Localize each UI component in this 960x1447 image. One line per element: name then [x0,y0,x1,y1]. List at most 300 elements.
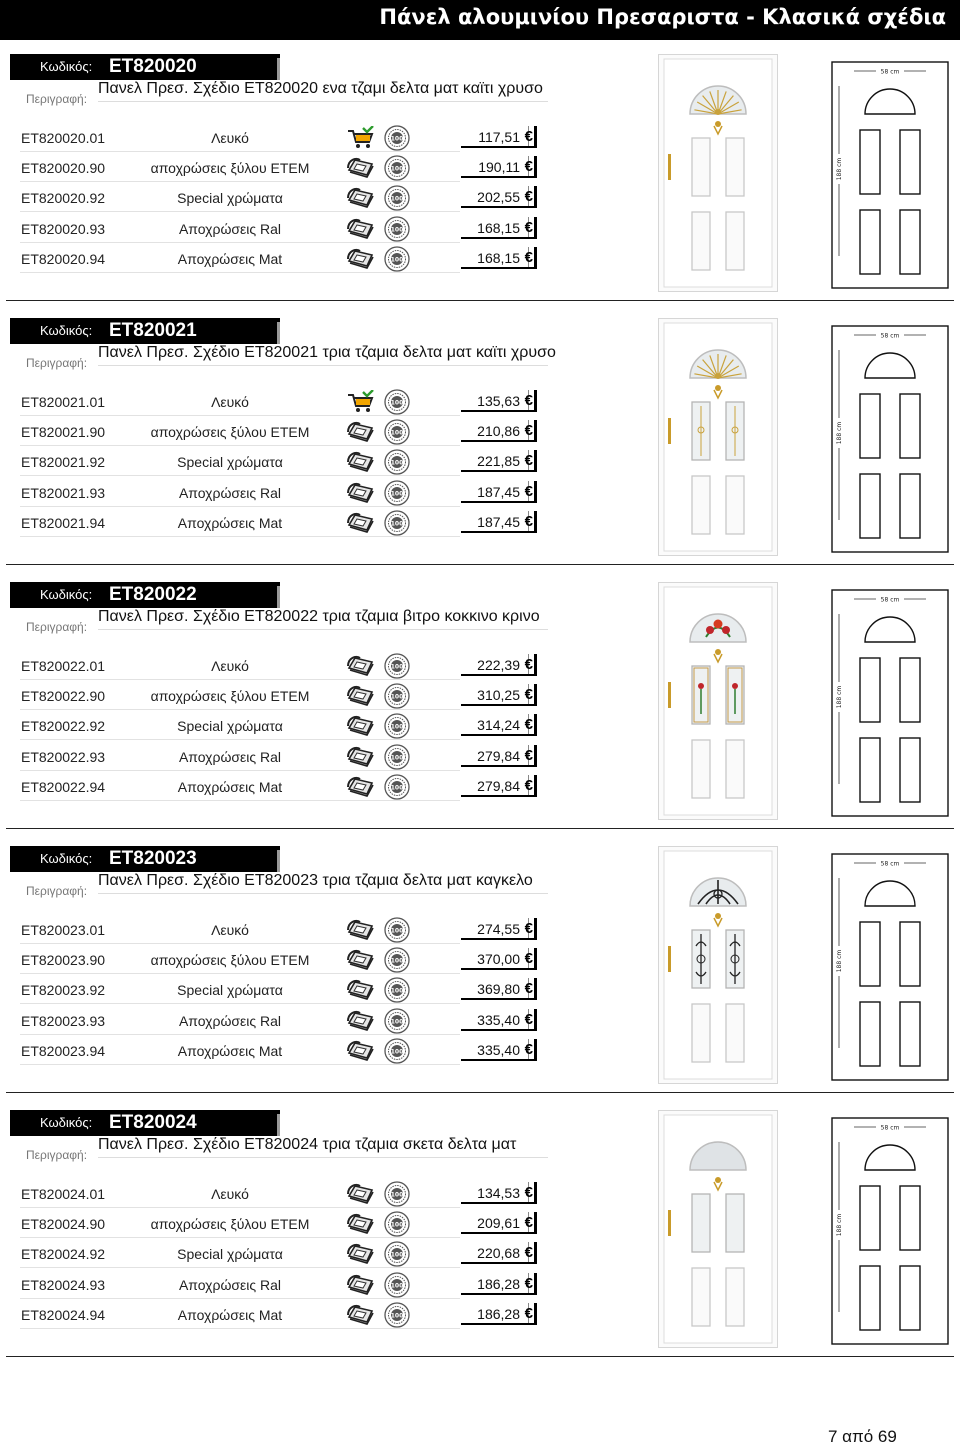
variant-row [0,388,560,418]
price-box [461,450,537,472]
euro-symbol: € [524,656,533,673]
code-label: Κωδικός: [40,851,93,866]
row-divider [20,151,460,152]
quality-seal-icon [384,977,410,1003]
row-divider [20,1003,460,1004]
product-code-bar [10,54,280,80]
description-underline [98,893,548,894]
variant-code: ET820024.01 [21,1186,106,1202]
variant-finish: Λευκό [211,658,249,674]
product-description: Πανελ Πρεσ. Σχέδιο ΕΤ820021 τρια τζαμια δελτα ματ καϊτι χρυσο [98,344,556,361]
door-photo [658,582,778,820]
door-dimension-drawing [824,1112,950,1348]
quality-seal-icon [384,1272,410,1298]
variant-price: 209,61 [477,1215,520,1232]
variant-code: ET820022.93 [21,748,106,765]
variant-code: ET820023.93 [21,1012,106,1029]
description-label: Περιγραφή: [26,356,88,370]
euro-symbol: € [524,218,533,236]
phone-icon[interactable] [346,918,376,942]
svg-text:58 cm: 58 cm [880,860,900,868]
price-box [461,978,537,1000]
phone-icon[interactable] [346,247,376,271]
price-box [461,1039,537,1061]
variant-price: 117,51 [478,129,520,145]
phone-icon[interactable] [346,745,376,769]
description-label: Περιγραφή: [26,620,88,634]
phone-icon[interactable] [346,1182,376,1206]
quality-seal-icon [384,389,410,415]
quality-seal-icon [384,216,410,242]
svg-text:100: 100 [390,195,404,203]
quality-seal-icon [384,1211,410,1237]
product-code: ET820024 [109,1112,197,1133]
svg-text:188 cm: 188 cm [836,685,843,709]
variant-code: ET820024.92 [21,1246,106,1263]
row-divider [20,943,460,944]
product-description: Πανελ Πρεσ. Σχέδιο ΕΤ820024 τρια τζαμια σκετα δελτα ματ [98,1136,517,1153]
phone-icon[interactable] [346,948,376,972]
door-photo [658,1110,778,1348]
variant-code: ET820024.90 [21,1216,106,1233]
code-label: Κωδικός: [40,323,93,338]
description-label: Περιγραφή: [26,884,88,898]
variant-price: 222,39 [477,657,520,673]
price-box [461,481,537,503]
quality-seal-icon [384,155,410,181]
variant-code: ET820020.92 [21,190,106,207]
variant-price: 168,15 [477,249,520,266]
svg-text:100: 100 [390,754,404,762]
product-section [0,52,960,297]
svg-text:188 cm: 188 cm [836,949,843,973]
variant-price: 187,45 [477,513,520,530]
variant-row [0,712,560,742]
variant-price: 370,00 [477,951,520,968]
quality-seal-icon [384,744,410,770]
svg-text:100: 100 [390,1251,404,1259]
variant-row [0,1271,560,1301]
code-bar-shadow [277,322,280,344]
euro-symbol: € [524,950,533,968]
product-code-bar [10,1110,280,1136]
product-code: ET820022 [109,584,197,605]
variant-row [0,1240,560,1270]
section-divider [6,1356,954,1357]
quality-seal-icon [384,683,410,709]
variant-row [0,509,560,539]
code-label: Κωδικός: [40,587,93,602]
variant-code: ET820020.01 [21,130,106,146]
phone-icon[interactable] [346,1303,376,1327]
quality-seal-icon [384,653,410,679]
product-code-bar [10,582,280,608]
description-label: Περιγραφή: [26,92,88,106]
phone-icon[interactable] [346,481,376,505]
variant-price: 220,68 [477,1245,520,1262]
price-box [461,654,537,676]
quality-seal-icon [384,774,410,800]
variant-code: ET820024.94 [21,1306,106,1323]
variant-price: 168,15 [477,219,520,236]
page-header [0,0,960,40]
variant-finish: αποχρώσεις ξύλου ΕΤΕΜ [150,952,310,969]
phone-icon[interactable] [346,1242,376,1266]
price-box [461,1242,537,1264]
quality-seal-icon [384,510,410,536]
phone-icon[interactable] [346,684,376,708]
variant-price: 202,55 [477,189,520,206]
svg-text:100: 100 [390,927,404,935]
product-code: ET820023 [109,848,197,869]
svg-text:100: 100 [390,256,404,264]
svg-text:100: 100 [390,784,404,792]
code-bar-shadow [277,586,280,608]
variant-price: 187,45 [477,483,520,500]
variant-row [0,1180,560,1210]
variant-finish: Special χρώματα [177,454,283,471]
variant-price: 186,28 [477,1305,520,1322]
svg-text:100: 100 [390,1191,404,1199]
variant-code: ET820022.01 [21,658,106,674]
phone-icon[interactable] [346,1273,376,1297]
svg-text:100: 100 [390,1221,404,1229]
euro-symbol: € [524,422,533,440]
section-divider [6,300,954,301]
price-box [461,511,537,533]
variant-code: ET820021.92 [21,454,106,471]
svg-text:100: 100 [390,663,404,671]
variant-finish: Αποχρώσεις Mat [177,514,283,531]
svg-text:100: 100 [390,1282,404,1290]
description-underline [98,101,548,102]
euro-symbol: € [524,776,533,794]
phone-icon[interactable] [346,511,376,535]
variant-row [0,946,560,976]
product-description: Πανελ Πρεσ. Σχέδιο ΕΤ820020 ενα τζαμι δελτα ματ καϊτι χρυσο [98,80,543,97]
euro-symbol: € [524,248,533,266]
page-title: Πάνελ αλουμινίου Πρεσαριστα - Κλασικά σχέδια [379,5,946,29]
variant-price: 279,84 [477,777,520,794]
euro-symbol: € [524,482,533,500]
variant-code: ET820023.01 [21,922,106,938]
phone-icon[interactable] [346,714,376,738]
door-dimension-drawing [824,848,950,1084]
svg-text:188 cm: 188 cm [836,1213,843,1237]
svg-text:100: 100 [390,165,404,173]
price-box [461,1273,537,1295]
euro-symbol: € [524,512,533,530]
variant-finish: Λευκό [211,922,249,938]
svg-text:100: 100 [390,987,404,995]
product-section [0,1108,960,1353]
code-bar-shadow [277,1114,280,1136]
variant-finish: Αποχρώσεις Mat [177,250,283,267]
variant-code: ET820023.94 [21,1042,106,1059]
door-photo [658,318,778,556]
price-box [461,1212,537,1234]
variant-finish: Αποχρώσεις Mat [177,1306,283,1323]
svg-text:58 cm: 58 cm [880,68,900,76]
variant-row [0,916,560,946]
euro-symbol: € [524,1010,533,1028]
svg-text:58 cm: 58 cm [880,332,900,340]
phone-icon[interactable] [346,775,376,799]
euro-symbol: € [524,1304,533,1322]
svg-text:100: 100 [390,957,404,965]
variant-price: 310,25 [477,687,520,704]
svg-text:100: 100 [390,723,404,731]
price-box [461,918,537,940]
phone-icon[interactable] [346,1212,376,1236]
price-box [461,247,537,269]
variant-price: 369,80 [477,981,520,998]
variant-finish: Αποχρώσεις Ral [178,1012,282,1029]
euro-symbol: € [524,686,533,704]
phone-icon[interactable] [346,978,376,1002]
cart-icon[interactable] [346,126,376,150]
euro-symbol: € [524,1184,533,1201]
euro-symbol: € [524,392,533,409]
code-label: Κωδικός: [40,59,93,74]
variant-code: ET820021.93 [21,484,106,501]
door-photo [658,846,778,1084]
variant-finish: Αποχρώσεις Mat [177,1042,283,1059]
svg-text:188 cm: 188 cm [836,157,843,181]
price-box [461,775,537,797]
phone-icon[interactable] [346,1039,376,1063]
variant-code: ET820021.94 [21,514,106,531]
product-section [0,316,960,561]
variant-finish: Special χρώματα [177,1246,283,1263]
svg-text:100: 100 [390,1312,404,1320]
product-description: Πανελ Πρεσ. Σχέδιο ΕΤ820022 τρια τζαμια βιτρο κοκκινο κρινο [98,608,540,625]
price-box [461,156,537,178]
price-box [461,1303,537,1325]
row-divider [20,1267,460,1268]
variant-price: 221,85 [477,453,520,470]
variant-finish: Special χρώματα [177,982,283,999]
product-code: ET820020 [109,56,197,77]
quality-seal-icon [384,947,410,973]
variant-row [0,184,560,214]
euro-symbol: € [524,1274,533,1292]
variant-row [0,215,560,245]
price-box [461,1009,537,1031]
svg-text:100: 100 [390,226,404,234]
price-box [461,217,537,239]
variant-row [0,652,560,682]
code-bar-shadow [277,58,280,80]
product-description: Πανελ Πρεσ. Σχέδιο ΕΤ820023 τρια τζαμια δελτα ματ καγκελο [98,872,533,889]
quality-seal-icon [384,246,410,272]
euro-symbol: € [524,128,533,145]
phone-icon[interactable] [346,186,376,210]
door-dimension-drawing [824,320,950,556]
row-divider [20,211,460,212]
description-underline [98,629,548,630]
variant-finish: αποχρώσεις ξύλου ΕΤΕΜ [150,424,310,441]
variant-row [0,448,560,478]
variant-price: 210,86 [477,423,520,440]
variant-code: ET820024.93 [21,1276,106,1293]
price-box [461,745,537,767]
section-divider [6,828,954,829]
variant-row [0,1007,560,1037]
code-bar-shadow [277,850,280,872]
product-section [0,580,960,825]
variant-finish: αποχρώσεις ξύλου ΕΤΕΜ [150,688,310,705]
door-dimension-drawing [824,584,950,820]
code-label: Κωδικός: [40,1115,93,1130]
quality-seal-icon [384,480,410,506]
phone-icon[interactable] [346,1009,376,1033]
row-divider [20,739,460,740]
variant-finish: Αποχρώσεις Ral [178,748,282,765]
quality-seal-icon [384,713,410,739]
description-label: Περιγραφή: [26,1148,88,1162]
phone-icon[interactable] [346,450,376,474]
variant-row [0,1037,560,1067]
quality-seal-icon [384,1038,410,1064]
variant-row [0,479,560,509]
euro-symbol: € [524,188,533,206]
euro-symbol: € [524,1040,533,1058]
variant-row [0,124,560,154]
variant-code: ET820022.90 [21,688,106,705]
product-code-bar [10,318,280,344]
euro-symbol: € [524,716,533,734]
row-divider [20,973,460,974]
variant-row [0,976,560,1006]
variant-price: 279,84 [477,747,520,764]
quality-seal-icon [384,1181,410,1207]
euro-symbol: € [524,158,533,176]
variant-code: ET820022.94 [21,778,106,795]
variant-code: ET820023.90 [21,952,106,969]
quality-seal-icon [384,1008,410,1034]
euro-symbol: € [524,452,533,470]
svg-text:100: 100 [390,429,404,437]
price-box [461,714,537,736]
variant-finish: Λευκό [211,394,249,410]
section-divider [6,564,954,565]
cart-icon[interactable] [346,390,376,414]
variant-price: 335,40 [477,1011,520,1028]
variant-finish: Αποχρώσεις Ral [178,484,282,501]
variant-code: ET820020.90 [21,160,106,177]
variant-row [0,154,560,184]
phone-icon[interactable] [346,156,376,180]
variant-price: 190,11 [478,159,520,176]
quality-seal-icon [384,419,410,445]
variant-row [0,1210,560,1240]
variant-price: 186,28 [477,1275,520,1292]
svg-text:100: 100 [390,1018,404,1026]
variant-finish: Λευκό [211,130,249,146]
variant-row [0,743,560,773]
svg-text:100: 100 [390,520,404,528]
euro-symbol: € [524,980,533,998]
variant-row [0,1301,560,1331]
variant-finish: Αποχρώσεις Mat [177,778,283,795]
phone-icon[interactable] [346,420,376,444]
svg-text:100: 100 [390,459,404,467]
variant-price: 135,63 [477,393,520,409]
svg-text:100: 100 [390,135,404,143]
price-box [461,420,537,442]
section-divider [6,1092,954,1093]
row-divider [20,415,460,416]
svg-text:100: 100 [390,399,404,407]
product-section [0,844,960,1089]
svg-text:58 cm: 58 cm [880,1124,900,1132]
euro-symbol: € [524,1214,533,1232]
door-dimension-drawing [824,56,950,292]
price-box [461,186,537,208]
price-box [461,684,537,706]
variant-row [0,682,560,712]
variant-code: ET820023.92 [21,982,106,999]
variant-code: ET820022.92 [21,718,106,735]
phone-icon[interactable] [346,217,376,241]
variant-finish: αποχρώσεις ξύλου ΕΤΕΜ [150,1216,310,1233]
quality-seal-icon [384,185,410,211]
euro-symbol: € [524,920,533,937]
variant-code: ET820021.90 [21,424,106,441]
price-box [461,390,537,412]
phone-icon[interactable] [346,654,376,678]
euro-symbol: € [524,746,533,764]
variant-price: 335,40 [477,1041,520,1058]
row-divider [20,709,460,710]
row-divider [20,1207,460,1208]
variant-price: 274,55 [477,921,520,937]
variant-finish: αποχρώσεις ξύλου ΕΤΕΜ [150,160,310,177]
description-underline [98,365,548,366]
variant-row [0,418,560,448]
variant-price: 314,24 [477,717,520,734]
svg-text:100: 100 [390,1048,404,1056]
quality-seal-icon [384,125,410,151]
variant-row [0,245,560,275]
price-box [461,1182,537,1204]
svg-text:188 cm: 188 cm [836,421,843,445]
quality-seal-icon [384,1241,410,1267]
row-divider [20,679,460,680]
variant-code: ET820020.93 [21,220,106,237]
variant-price: 134,53 [477,1185,520,1201]
row-divider [20,181,460,182]
svg-text:100: 100 [390,693,404,701]
price-box [461,948,537,970]
page-number: 7 από 69 [828,1427,897,1446]
product-code-bar [10,846,280,872]
svg-text:100: 100 [390,490,404,498]
price-box [461,126,537,148]
quality-seal-icon [384,449,410,475]
variant-finish: Αποχρώσεις Ral [178,220,282,237]
variant-finish: Special χρώματα [177,190,283,207]
row-divider [20,475,460,476]
description-underline [98,1157,548,1158]
door-photo [658,54,778,292]
variant-row [0,773,560,803]
variant-finish: Αποχρώσεις Ral [178,1276,282,1293]
product-code: ET820021 [109,320,197,341]
euro-symbol: € [524,1244,533,1262]
row-divider [20,445,460,446]
